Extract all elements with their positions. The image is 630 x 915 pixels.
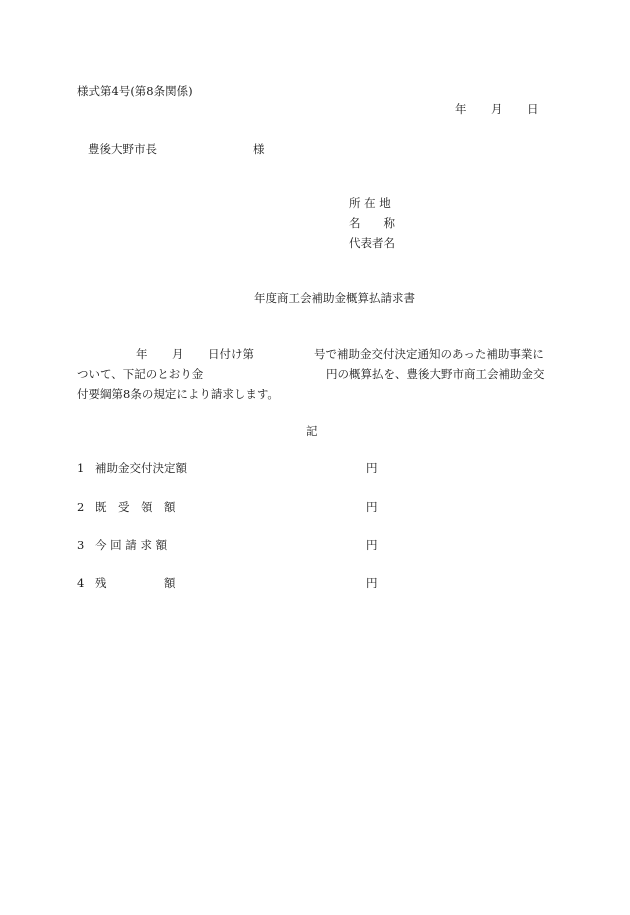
applicant-address-label: 所 在 地: [349, 196, 391, 210]
ki-heading: 記: [306, 424, 318, 438]
document-title: 年度商工会補助金概算払請求書: [254, 291, 415, 305]
item-label: 既 受 領 額: [95, 500, 176, 514]
date-day: 日: [527, 102, 539, 116]
addressee-name: 豊後大野市長: [88, 142, 157, 156]
item-number: 2: [77, 500, 85, 514]
body-month: 月: [172, 347, 184, 361]
form-number: 様式第4号(第8条関係): [77, 84, 193, 98]
body-line2a: ついて、下記のとおり金: [77, 367, 204, 381]
item-unit: 円: [366, 461, 378, 475]
date-month: 月: [491, 102, 503, 116]
body-line2b: 円の概算払を、豊後大野市商工会補助金交: [326, 367, 545, 381]
item-number: 4: [77, 576, 85, 590]
body-year: 年: [136, 347, 148, 361]
item-number: 3: [77, 538, 85, 552]
item-label: 今 回 請 求 額: [95, 538, 168, 552]
body-date: 日付け第: [208, 347, 254, 361]
applicant-representative-label: 代表者名: [349, 236, 395, 250]
addressee-honorific: 様: [253, 142, 265, 156]
item-label: 補助金交付決定額: [95, 461, 187, 475]
item-unit: 円: [366, 500, 378, 514]
item-number: 1: [77, 461, 85, 475]
body-line3: 付要綱第8条の規定により請求します。: [77, 387, 279, 401]
item-label: 残 額: [95, 576, 176, 590]
body-line1: 号で補助金交付決定通知のあった補助事業に: [314, 347, 544, 361]
item-unit: 円: [366, 538, 378, 552]
date-year: 年: [455, 102, 467, 116]
item-unit: 円: [366, 576, 378, 590]
applicant-name-label: 名 称: [349, 216, 395, 230]
